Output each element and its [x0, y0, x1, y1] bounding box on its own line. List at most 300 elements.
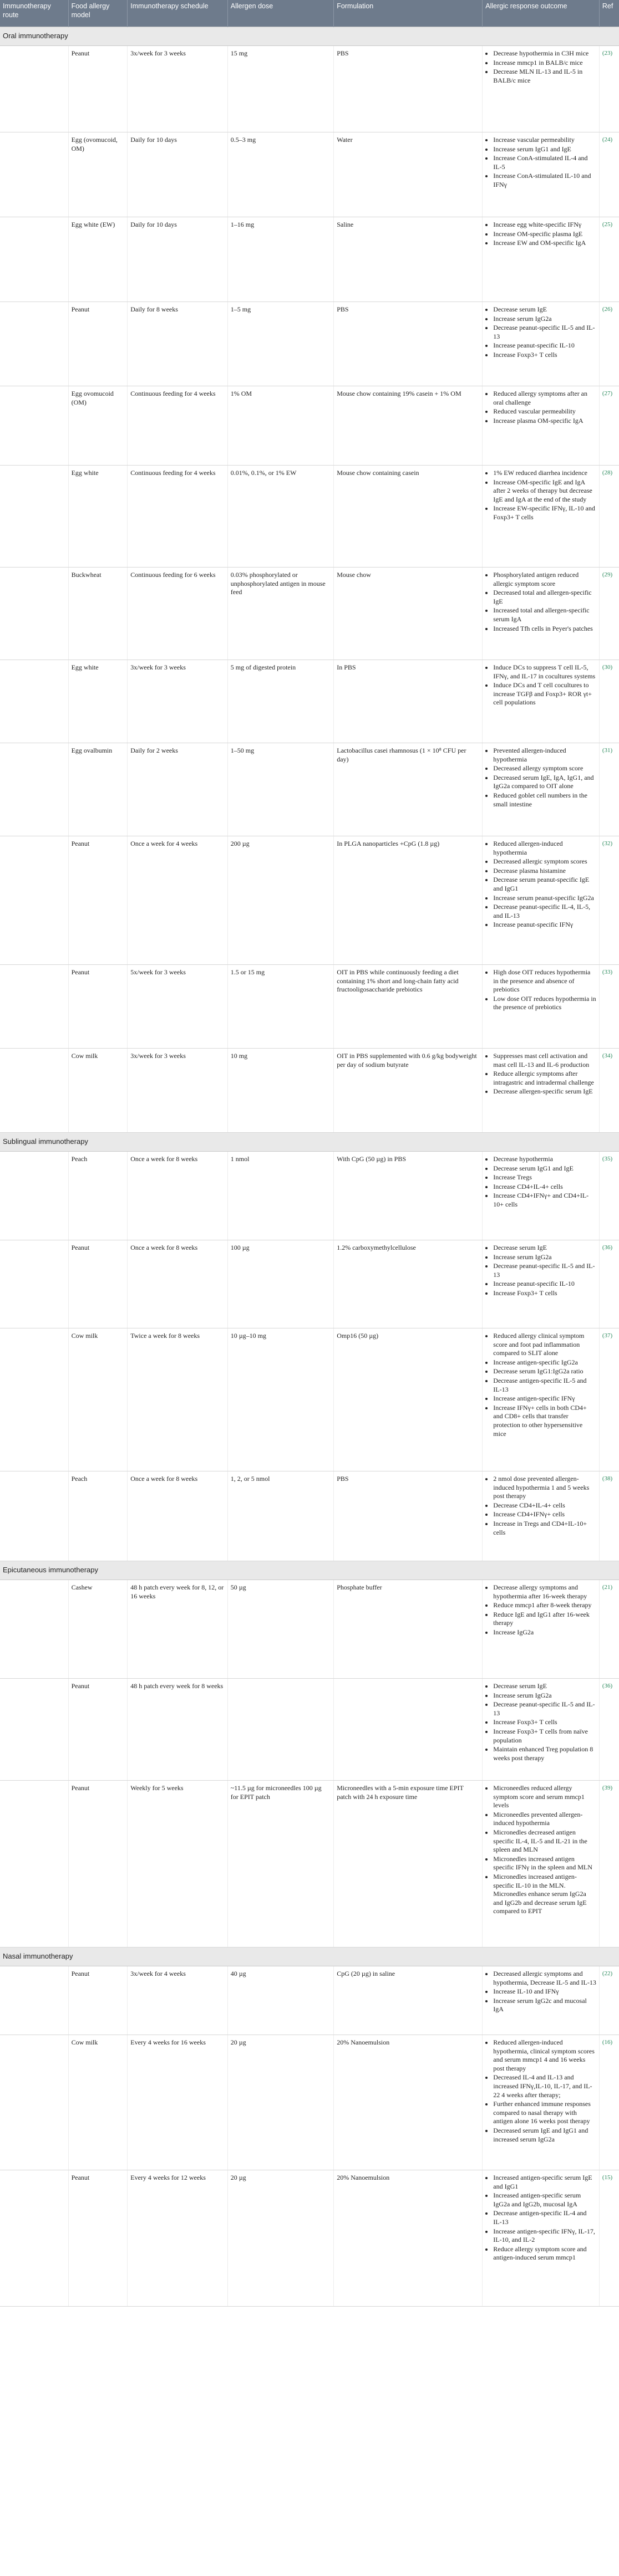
outcome-list: [485, 1970, 596, 2014]
section-title: Nasal immunotherapy: [0, 1948, 619, 1966]
route-cell: [0, 2035, 68, 2170]
route-cell: [0, 568, 68, 660]
outcome-item: • Increase serum IgG2a: [493, 315, 596, 324]
outcome-item: • Increase Foxp3+ T cells: [493, 1718, 596, 1727]
table-row: [0, 1049, 619, 1133]
outcome-item: • Increase OM-specific plasma IgE: [493, 230, 596, 239]
outcome-list: [485, 469, 596, 522]
dose-cell: 10 mg: [227, 1049, 333, 1133]
dose-cell: [227, 1679, 333, 1781]
outcome-item: • Further enhanced immune responses compared to nasal therapy with antigen alone 16 weeks post therapy: [493, 2100, 596, 2126]
outcome-cell: [483, 1580, 600, 1679]
outcome-item: • Increase OM-specific IgE and IgA after 2 weeks of therapy but decrease IgE and IgA at the end of the study: [493, 478, 596, 504]
outcome-item: • Increase Tregs: [493, 1173, 596, 1182]
outcome-item: • Increase peanut-specific IL-10: [493, 1280, 596, 1289]
outcome-item: • Increase serum IgG2a: [493, 1253, 596, 1262]
outcome-cell: [483, 1049, 600, 1133]
food-model-cell: Peach: [68, 1471, 128, 1561]
dose-cell: 200 µg: [227, 836, 333, 965]
table-row: [0, 2170, 619, 2307]
outcome-item: • Micronedles increased antigen-specific IL-10 in the MLN. Micronedles enhance serum IgG2a and IgG2b and decrease serum IgE compared to EPIT: [493, 1873, 596, 1916]
formulation-cell: Water: [334, 132, 483, 217]
section-row: [0, 27, 619, 46]
outcome-list: [485, 1052, 596, 1096]
dose-cell: 5 mg of digested protein: [227, 660, 333, 743]
food-model-cell: Egg white: [68, 660, 128, 743]
food-model-cell: Peanut: [68, 1679, 128, 1781]
formulation-cell: OIT in PBS while continuously feeding a diet containing 1% short and long-chain fatty acid fructooligosaccharide prebiotics: [334, 965, 483, 1049]
outcome-list: [485, 305, 596, 360]
outcome-item: • Maintain enhanced Treg population 8 weeks post therapy: [493, 1745, 596, 1762]
table-row: [0, 1781, 619, 1948]
food-model-cell: Peanut: [68, 2170, 128, 2307]
reference-link[interactable]: (35): [599, 1152, 619, 1240]
outcome-item: • Decreased serum IgE, IgA, IgG1, and IgG2a compared to OIT alone: [493, 774, 596, 791]
outcome-item: • Decrease peanut-specific IL-5 and IL-13: [493, 1262, 596, 1279]
route-cell: [0, 1328, 68, 1471]
dose-cell: 40 µg: [227, 1966, 333, 2035]
section-row: [0, 1948, 619, 1966]
outcome-item: • Increase antigen-specific IgG2a: [493, 1358, 596, 1367]
outcome-item: • Decrease antigen-specific IL-4 and IL-13: [493, 2209, 596, 2226]
outcome-cell: [483, 2170, 600, 2307]
outcome-item: • Reduce allergic symptoms after intragastric and intradermal challenge: [493, 1070, 596, 1087]
dose-cell: 0.5–3 mg: [227, 132, 333, 217]
dose-cell: 1 nmol: [227, 1152, 333, 1240]
outcome-list: [485, 840, 596, 929]
outcome-item: • Increase ConA-stimulated IL-4 and IL-5: [493, 154, 596, 171]
table-row: [0, 1240, 619, 1328]
food-model-cell: Peanut: [68, 836, 128, 965]
outcome-item: • Increase CD4+IFNγ+ cells: [493, 1510, 596, 1519]
outcome-item: • Increase serum peanut-specific IgG2a: [493, 894, 596, 903]
outcome-item: • Decrease MLN IL-13 and IL-5 in BALB/c mice: [493, 68, 596, 85]
dose-cell: 1–16 mg: [227, 217, 333, 302]
schedule-cell: Daily for 8 weeks: [128, 302, 228, 386]
outcome-item: • Decrease serum IgE: [493, 1244, 596, 1253]
dose-cell: 0.03% phosphorylated or unphosphorylated antigen in mouse feed: [227, 568, 333, 660]
outcome-item: • Induce DCs and T cell cocultures to increase TGFβ and Foxp3+ ROR γt+ cell populations: [493, 681, 596, 707]
outcome-item: • Decreased serum IgE and IgG1 and increased serum IgG2a: [493, 2127, 596, 2144]
schedule-cell: 3x/week for 3 weeks: [128, 46, 228, 132]
reference-link[interactable]: (34): [599, 1049, 619, 1133]
dose-cell: 15 mg: [227, 46, 333, 132]
schedule-cell: 3x/week for 4 weeks: [128, 1966, 228, 2035]
dose-cell: 1% OM: [227, 386, 333, 466]
formulation-cell: OIT in PBS supplemented with 0.6 g/kg bodyweight per day of sodium butyrate: [334, 1049, 483, 1133]
outcome-item: • Increase Foxp3+ T cells: [493, 351, 596, 360]
outcome-cell: [483, 1240, 600, 1328]
dose-cell: 100 µg: [227, 1240, 333, 1328]
outcome-cell: [483, 217, 600, 302]
food-model-cell: Cashew: [68, 1580, 128, 1679]
outcome-item: • Decrease serum IgE: [493, 1682, 596, 1691]
section-title: Oral immunotherapy: [0, 27, 619, 46]
outcome-list: [485, 663, 596, 707]
food-model-cell: Peach: [68, 1152, 128, 1240]
formulation-cell: In PBS: [334, 660, 483, 743]
outcome-list: [485, 1332, 596, 1438]
outcome-item: • Increase plasma OM-specific IgA: [493, 417, 596, 426]
outcome-item: • Increase peanut-specific IFNγ: [493, 921, 596, 929]
schedule-cell: 48 h patch every week for 8 weeks: [128, 1679, 228, 1781]
dose-cell: 20 µg: [227, 2035, 333, 2170]
outcome-item: • High dose OIT reduces hypothermia in the presence and absence of prebiotics: [493, 968, 596, 994]
reference-link[interactable]: (24): [599, 132, 619, 217]
outcome-list: [485, 1583, 596, 1637]
header-schedule: Immunotherapy schedule: [128, 0, 228, 27]
table-header-row: [0, 0, 619, 27]
schedule-cell: Every 4 weeks for 12 weeks: [128, 2170, 228, 2307]
section-title: Epicutaneous immunotherapy: [0, 1561, 619, 1580]
header-ref: Ref: [599, 0, 619, 27]
food-model-cell: Cow milk: [68, 2035, 128, 2170]
outcome-item: • Increase in Tregs and CD4+IL-10+ cells: [493, 1520, 596, 1537]
table-row: [0, 1471, 619, 1561]
outcome-item: • Increase CD4+IFNγ+ and CD4+IL-10+ cells: [493, 1192, 596, 1209]
outcome-item: • Decrease CD4+IL-4+ cells: [493, 1501, 596, 1510]
outcome-cell: [483, 568, 600, 660]
outcome-cell: [483, 1471, 600, 1561]
outcome-item: • Reduced vascular permeability: [493, 407, 596, 416]
outcome-item: • Reduced allergy clinical symptom score and foot pad inflammation compared to SLIT alone: [493, 1332, 596, 1358]
outcome-cell: [483, 965, 600, 1049]
route-cell: [0, 132, 68, 217]
food-model-cell: Egg ovalbumin: [68, 743, 128, 836]
outcome-item: • Decrease antigen-specific IL-5 and IL-13: [493, 1377, 596, 1394]
outcome-item: • Reduce IgE and IgG1 after 16-week therapy: [493, 1611, 596, 1628]
table-row: [0, 1152, 619, 1240]
outcome-item: • Increase IFNγ+ cells in both CD4+ and CD8+ cells that transfer protection to other hypersensitive mice: [493, 1404, 596, 1438]
outcome-list: [485, 747, 596, 809]
outcome-item: • Micronedles decreased antigen specific IL-4, IL-5 and IL-21 in the spleen and MLN: [493, 1828, 596, 1854]
outcome-cell: [483, 1152, 600, 1240]
reference-link[interactable]: (36): [599, 1679, 619, 1781]
outcome-cell: [483, 1328, 600, 1471]
schedule-cell: 3x/week for 3 weeks: [128, 1049, 228, 1133]
outcome-list: [485, 1244, 596, 1298]
route-cell: [0, 1580, 68, 1679]
dose-cell: 1, 2, or 5 nmol: [227, 1471, 333, 1561]
outcome-item: • Increase Foxp3+ T cells from naïve population: [493, 1727, 596, 1745]
table-body: [0, 27, 619, 2307]
food-model-cell: Peanut: [68, 1966, 128, 2035]
outcome-item: • Increase antigen-specific IFNγ: [493, 1394, 596, 1403]
outcome-item: • Microneedles reduced allergy symptom score and serum mmcp1 levels: [493, 1784, 596, 1810]
outcome-item: • Increase egg white-specific IFNγ: [493, 221, 596, 229]
outcome-item: • Increased Tfh cells in Peyer's patches: [493, 625, 596, 633]
route-cell: [0, 965, 68, 1049]
outcome-item: • Increase CD4+IL-4+ cells: [493, 1183, 596, 1192]
reference-link[interactable]: (28): [599, 466, 619, 568]
table-row: [0, 1966, 619, 2035]
outcome-item: • Decreased total and allergen-specific IgE: [493, 589, 596, 606]
outcome-list: [485, 49, 596, 85]
outcome-list: [485, 1784, 596, 1916]
formulation-cell: Omp16 (50 µg): [334, 1328, 483, 1471]
table-row: [0, 217, 619, 302]
schedule-cell: Continuous feeding for 4 weeks: [128, 466, 228, 568]
outcome-item: • Increase IL-10 and IFNγ: [493, 1987, 596, 1996]
outcome-item: • Increase vascular permeability: [493, 136, 596, 145]
table-row: [0, 386, 619, 466]
table-row: [0, 2035, 619, 2170]
food-model-cell: Cow milk: [68, 1328, 128, 1471]
outcome-item: • Increased antigen-specific serum IgG2a and IgG2b, mucosal IgA: [493, 2191, 596, 2209]
outcome-list: [485, 136, 596, 190]
outcome-item: • Increase mmcp1 in BALB/c mice: [493, 59, 596, 68]
dose-cell: 1.5 or 15 mg: [227, 965, 333, 1049]
dose-cell: 50 µg: [227, 1580, 333, 1679]
outcome-item: • Reduce mmcp1 after 8-week therapy: [493, 1601, 596, 1610]
route-cell: [0, 1966, 68, 2035]
formulation-cell: Phosphate buffer: [334, 1580, 483, 1679]
reference-link[interactable]: (21): [599, 1580, 619, 1679]
outcome-item: • Decrease allergy symptoms and hypothermia after 16-week therapy: [493, 1583, 596, 1601]
outcome-cell: [483, 2035, 600, 2170]
formulation-cell: PBS: [334, 46, 483, 132]
outcome-item: • Increase Foxp3+ T cells: [493, 1289, 596, 1298]
schedule-cell: Weekly for 5 weeks: [128, 1781, 228, 1948]
outcome-item: • 1% EW reduced diarrhea incidence: [493, 469, 596, 478]
outcome-item: • Induce DCs to suppress T cell IL-5, IFNγ, and IL-17 in cocultures systems: [493, 663, 596, 681]
outcome-item: • Increase serum IgG2c and mucosal IgA: [493, 1997, 596, 2014]
food-model-cell: Buckwheat: [68, 568, 128, 660]
formulation-cell: PBS: [334, 302, 483, 386]
outcome-item: • Decrease serum peanut-specific IgE and IgG1: [493, 876, 596, 893]
food-model-cell: Peanut: [68, 1781, 128, 1948]
outcome-cell: [483, 302, 600, 386]
reference-link[interactable]: (31): [599, 743, 619, 836]
outcome-cell: [483, 743, 600, 836]
outcome-item: • Micronedles increased antigen specific IFNγ in the spleen and MLN: [493, 1855, 596, 1872]
route-cell: [0, 466, 68, 568]
table-row: [0, 302, 619, 386]
route-cell: [0, 2170, 68, 2307]
outcome-item: • Decreased allergic symptom scores: [493, 857, 596, 866]
formulation-cell: Mouse chow: [334, 568, 483, 660]
header-formulation: Formulation: [334, 0, 483, 27]
outcome-item: • Suppresses mast cell activation and mast cell IL-13 and IL-6 production: [493, 1052, 596, 1069]
table-row: [0, 836, 619, 965]
section-row: [0, 1561, 619, 1580]
route-cell: [0, 46, 68, 132]
outcome-item: • Decrease serum IgG1:IgG2a ratio: [493, 1367, 596, 1376]
outcome-cell: [483, 386, 600, 466]
schedule-cell: Every 4 weeks for 16 weeks: [128, 2035, 228, 2170]
reference-link[interactable]: (38): [599, 1471, 619, 1561]
reference-link[interactable]: (22): [599, 1966, 619, 2035]
route-cell: [0, 1240, 68, 1328]
outcome-cell: [483, 1966, 600, 2035]
food-model-cell: Peanut: [68, 46, 128, 132]
outcome-item: • Decrease serum IgG1 and IgE: [493, 1164, 596, 1173]
reference-link[interactable]: (27): [599, 386, 619, 466]
table-row: [0, 743, 619, 836]
outcome-item: • Decrease hypothermia in C3H mice: [493, 49, 596, 58]
schedule-cell: Once a week for 4 weeks: [128, 836, 228, 965]
dose-cell: 20 µg: [227, 2170, 333, 2307]
formulation-cell: Saline: [334, 217, 483, 302]
reference-link[interactable]: (32): [599, 836, 619, 965]
table-row: [0, 568, 619, 660]
food-model-cell: Egg (ovomucoid, OM): [68, 132, 128, 217]
reference-link[interactable]: (15): [599, 2170, 619, 2307]
reference-link[interactable]: (39): [599, 1781, 619, 1948]
schedule-cell: Continuous feeding for 4 weeks: [128, 386, 228, 466]
schedule-cell: 3x/week for 3 weeks: [128, 660, 228, 743]
schedule-cell: 48 h patch every week for 8, 12, or 16 weeks: [128, 1580, 228, 1679]
route-cell: [0, 386, 68, 466]
route-cell: [0, 1049, 68, 1133]
reference-link[interactable]: (33): [599, 965, 619, 1049]
outcome-cell: [483, 46, 600, 132]
section-title: Sublingual immunotherapy: [0, 1133, 619, 1152]
outcome-item: • Decrease peanut-specific IL-4, IL-5, and IL-13: [493, 903, 596, 920]
outcome-item: • Decreased IL-4 and IL-13 and increased IFNγ,IL-10, IL-17, and IL-22 4 weeks after therapy;: [493, 2073, 596, 2099]
outcome-item: • Increase ConA-stimulated IL-10 and IFNγ: [493, 172, 596, 189]
reference-link[interactable]: (26): [599, 302, 619, 386]
schedule-cell: 5x/week for 3 weeks: [128, 965, 228, 1049]
outcome-cell: [483, 660, 600, 743]
route-cell: [0, 1152, 68, 1240]
formulation-cell: 20% Nanoemulsion: [334, 2035, 483, 2170]
formulation-cell: Mouse chow containing 19% casein + 1% OM: [334, 386, 483, 466]
formulation-cell: PBS: [334, 1471, 483, 1561]
formulation-cell: CpG (20 µg) in saline: [334, 1966, 483, 2035]
reference-link[interactable]: (36): [599, 1240, 619, 1328]
dose-cell: 1–5 mg: [227, 302, 333, 386]
schedule-cell: Once a week for 8 weeks: [128, 1152, 228, 1240]
outcome-cell: [483, 1679, 600, 1781]
outcome-list: [485, 1475, 596, 1537]
outcome-list: [485, 1682, 596, 1762]
schedule-cell: Continuous feeding for 6 weeks: [128, 568, 228, 660]
outcome-list: [485, 571, 596, 633]
outcome-item: • Decreased allergic symptoms and hypothermia, Decrease IL-5 and IL-13: [493, 1970, 596, 1987]
outcome-item: • Increase EW-specific IFNγ, IL-10 and Foxp3+ T cells: [493, 504, 596, 522]
route-cell: [0, 302, 68, 386]
outcome-item: • Increase antigen-specific IFNγ, IL-17, IL-10, and IL-2: [493, 2227, 596, 2245]
section-row: [0, 1133, 619, 1152]
outcome-item: • Decrease plasma histamine: [493, 867, 596, 876]
schedule-cell: Daily for 10 days: [128, 217, 228, 302]
outcome-item: • Decrease hypothermia: [493, 1155, 596, 1164]
dose-cell: 0.01%, 0.1%, or 1% EW: [227, 466, 333, 568]
reference-link[interactable]: (16): [599, 2035, 619, 2170]
dose-cell: 10 µg–10 mg: [227, 1328, 333, 1471]
food-model-cell: Egg white: [68, 466, 128, 568]
outcome-item: • Decreased allergy symptom score: [493, 764, 596, 773]
outcome-item: • Reduced allergen-induced hypothermia: [493, 840, 596, 857]
formulation-cell: 20% Nanoemulsion: [334, 2170, 483, 2307]
outcome-item: • Reduce allergy symptom score and antigen-induced serum mmcp1: [493, 2245, 596, 2262]
outcome-item: • Decrease allergen-specific serum IgE: [493, 1087, 596, 1096]
outcome-item: • Low dose OIT reduces hypothermia in the presence of prebiotics: [493, 995, 596, 1012]
outcome-item: • Reduced goblet cell numbers in the small intestine: [493, 791, 596, 809]
table-row: [0, 132, 619, 217]
header-model: Food allergy model: [68, 0, 128, 27]
table-row: [0, 965, 619, 1049]
outcome-cell: [483, 132, 600, 217]
outcome-item: • Decrease serum IgE: [493, 305, 596, 314]
outcome-item: • Prevented allergen-induced hypothermia: [493, 747, 596, 764]
schedule-cell: Twice a week for 8 weeks: [128, 1328, 228, 1471]
table-row: [0, 1679, 619, 1781]
route-cell: [0, 1471, 68, 1561]
schedule-cell: Once a week for 8 weeks: [128, 1471, 228, 1561]
route-cell: [0, 1781, 68, 1948]
outcome-item: • Increase serum IgG2a: [493, 1691, 596, 1700]
route-cell: [0, 836, 68, 965]
formulation-cell: [334, 1679, 483, 1781]
outcome-cell: [483, 836, 600, 965]
outcome-item: • Phosphorylated antigen reduced allergic symptom score: [493, 571, 596, 588]
outcome-item: • 2 nmol dose prevented allergen-induced hypothermia 1 and 5 weeks post therapy: [493, 1475, 596, 1501]
outcome-item: • Increase serum IgG1 and IgE: [493, 145, 596, 154]
route-cell: [0, 660, 68, 743]
route-cell: [0, 743, 68, 836]
header-outcome: Allergic response outcome: [483, 0, 600, 27]
schedule-cell: Daily for 10 days: [128, 132, 228, 217]
outcome-item: • Decrease peanut-specific IL-5 and IL-13: [493, 324, 596, 341]
table-row: [0, 1328, 619, 1471]
outcome-list: [485, 1155, 596, 1209]
reference-link[interactable]: (37): [599, 1328, 619, 1471]
reference-link[interactable]: (30): [599, 660, 619, 743]
header-dose: Allergen dose: [227, 0, 333, 27]
outcome-cell: [483, 1781, 600, 1948]
food-model-cell: Peanut: [68, 302, 128, 386]
outcome-item: • Increase EW and OM-specific IgA: [493, 239, 596, 248]
outcome-list: [485, 968, 596, 1012]
outcome-item: • Reduced allergen-induced hypothermia, clinical symptom scores and serum mmcp1 4 and 16 weeks post therapy: [493, 2038, 596, 2073]
reference-link[interactable]: (23): [599, 46, 619, 132]
dose-cell: ~11.5 µg for microneedles 100 µg for EPIT patch: [227, 1781, 333, 1948]
formulation-cell: 1.2% carboxymethylcellulose: [334, 1240, 483, 1328]
food-model-cell: Cow milk: [68, 1049, 128, 1133]
route-cell: [0, 217, 68, 302]
dose-cell: 1–50 mg: [227, 743, 333, 836]
table-row: [0, 46, 619, 132]
formulation-cell: With CpG (50 µg) in PBS: [334, 1152, 483, 1240]
formulation-cell: In PLGA nanoparticles +CpG (1.8 µg): [334, 836, 483, 965]
outcome-item: • Increase peanut-specific IL-10: [493, 341, 596, 350]
outcome-cell: [483, 466, 600, 568]
reference-link[interactable]: (29): [599, 568, 619, 660]
table-row: [0, 466, 619, 568]
outcome-list: [485, 390, 596, 425]
food-model-cell: Peanut: [68, 1240, 128, 1328]
outcome-item: • Increase IgG2a: [493, 1628, 596, 1637]
reference-link[interactable]: (25): [599, 217, 619, 302]
schedule-cell: Daily for 2 weeks: [128, 743, 228, 836]
outcome-item: • Decrease peanut-specific IL-5 and IL-13: [493, 1700, 596, 1718]
outcome-list: [485, 221, 596, 248]
route-cell: [0, 1679, 68, 1781]
outcome-item: • Increased total and allergen-specific serum IgA: [493, 606, 596, 623]
formulation-cell: Lactobacillus casei rhamnosus (1 × 10⁸ CFU per day): [334, 743, 483, 836]
schedule-cell: Once a week for 8 weeks: [128, 1240, 228, 1328]
formulation-cell: Microneedles with a 5-min exposure time EPIT patch with 24 h exposure time: [334, 1781, 483, 1948]
outcome-item: • Reduced allergy symptoms after an oral challenge: [493, 390, 596, 407]
table-row: [0, 660, 619, 743]
food-model-cell: Peanut: [68, 965, 128, 1049]
outcome-list: [485, 2174, 596, 2262]
formulation-cell: Mouse chow containing casein: [334, 466, 483, 568]
food-model-cell: Egg white (EW): [68, 217, 128, 302]
header-route: Immunotherapy route: [0, 0, 68, 27]
